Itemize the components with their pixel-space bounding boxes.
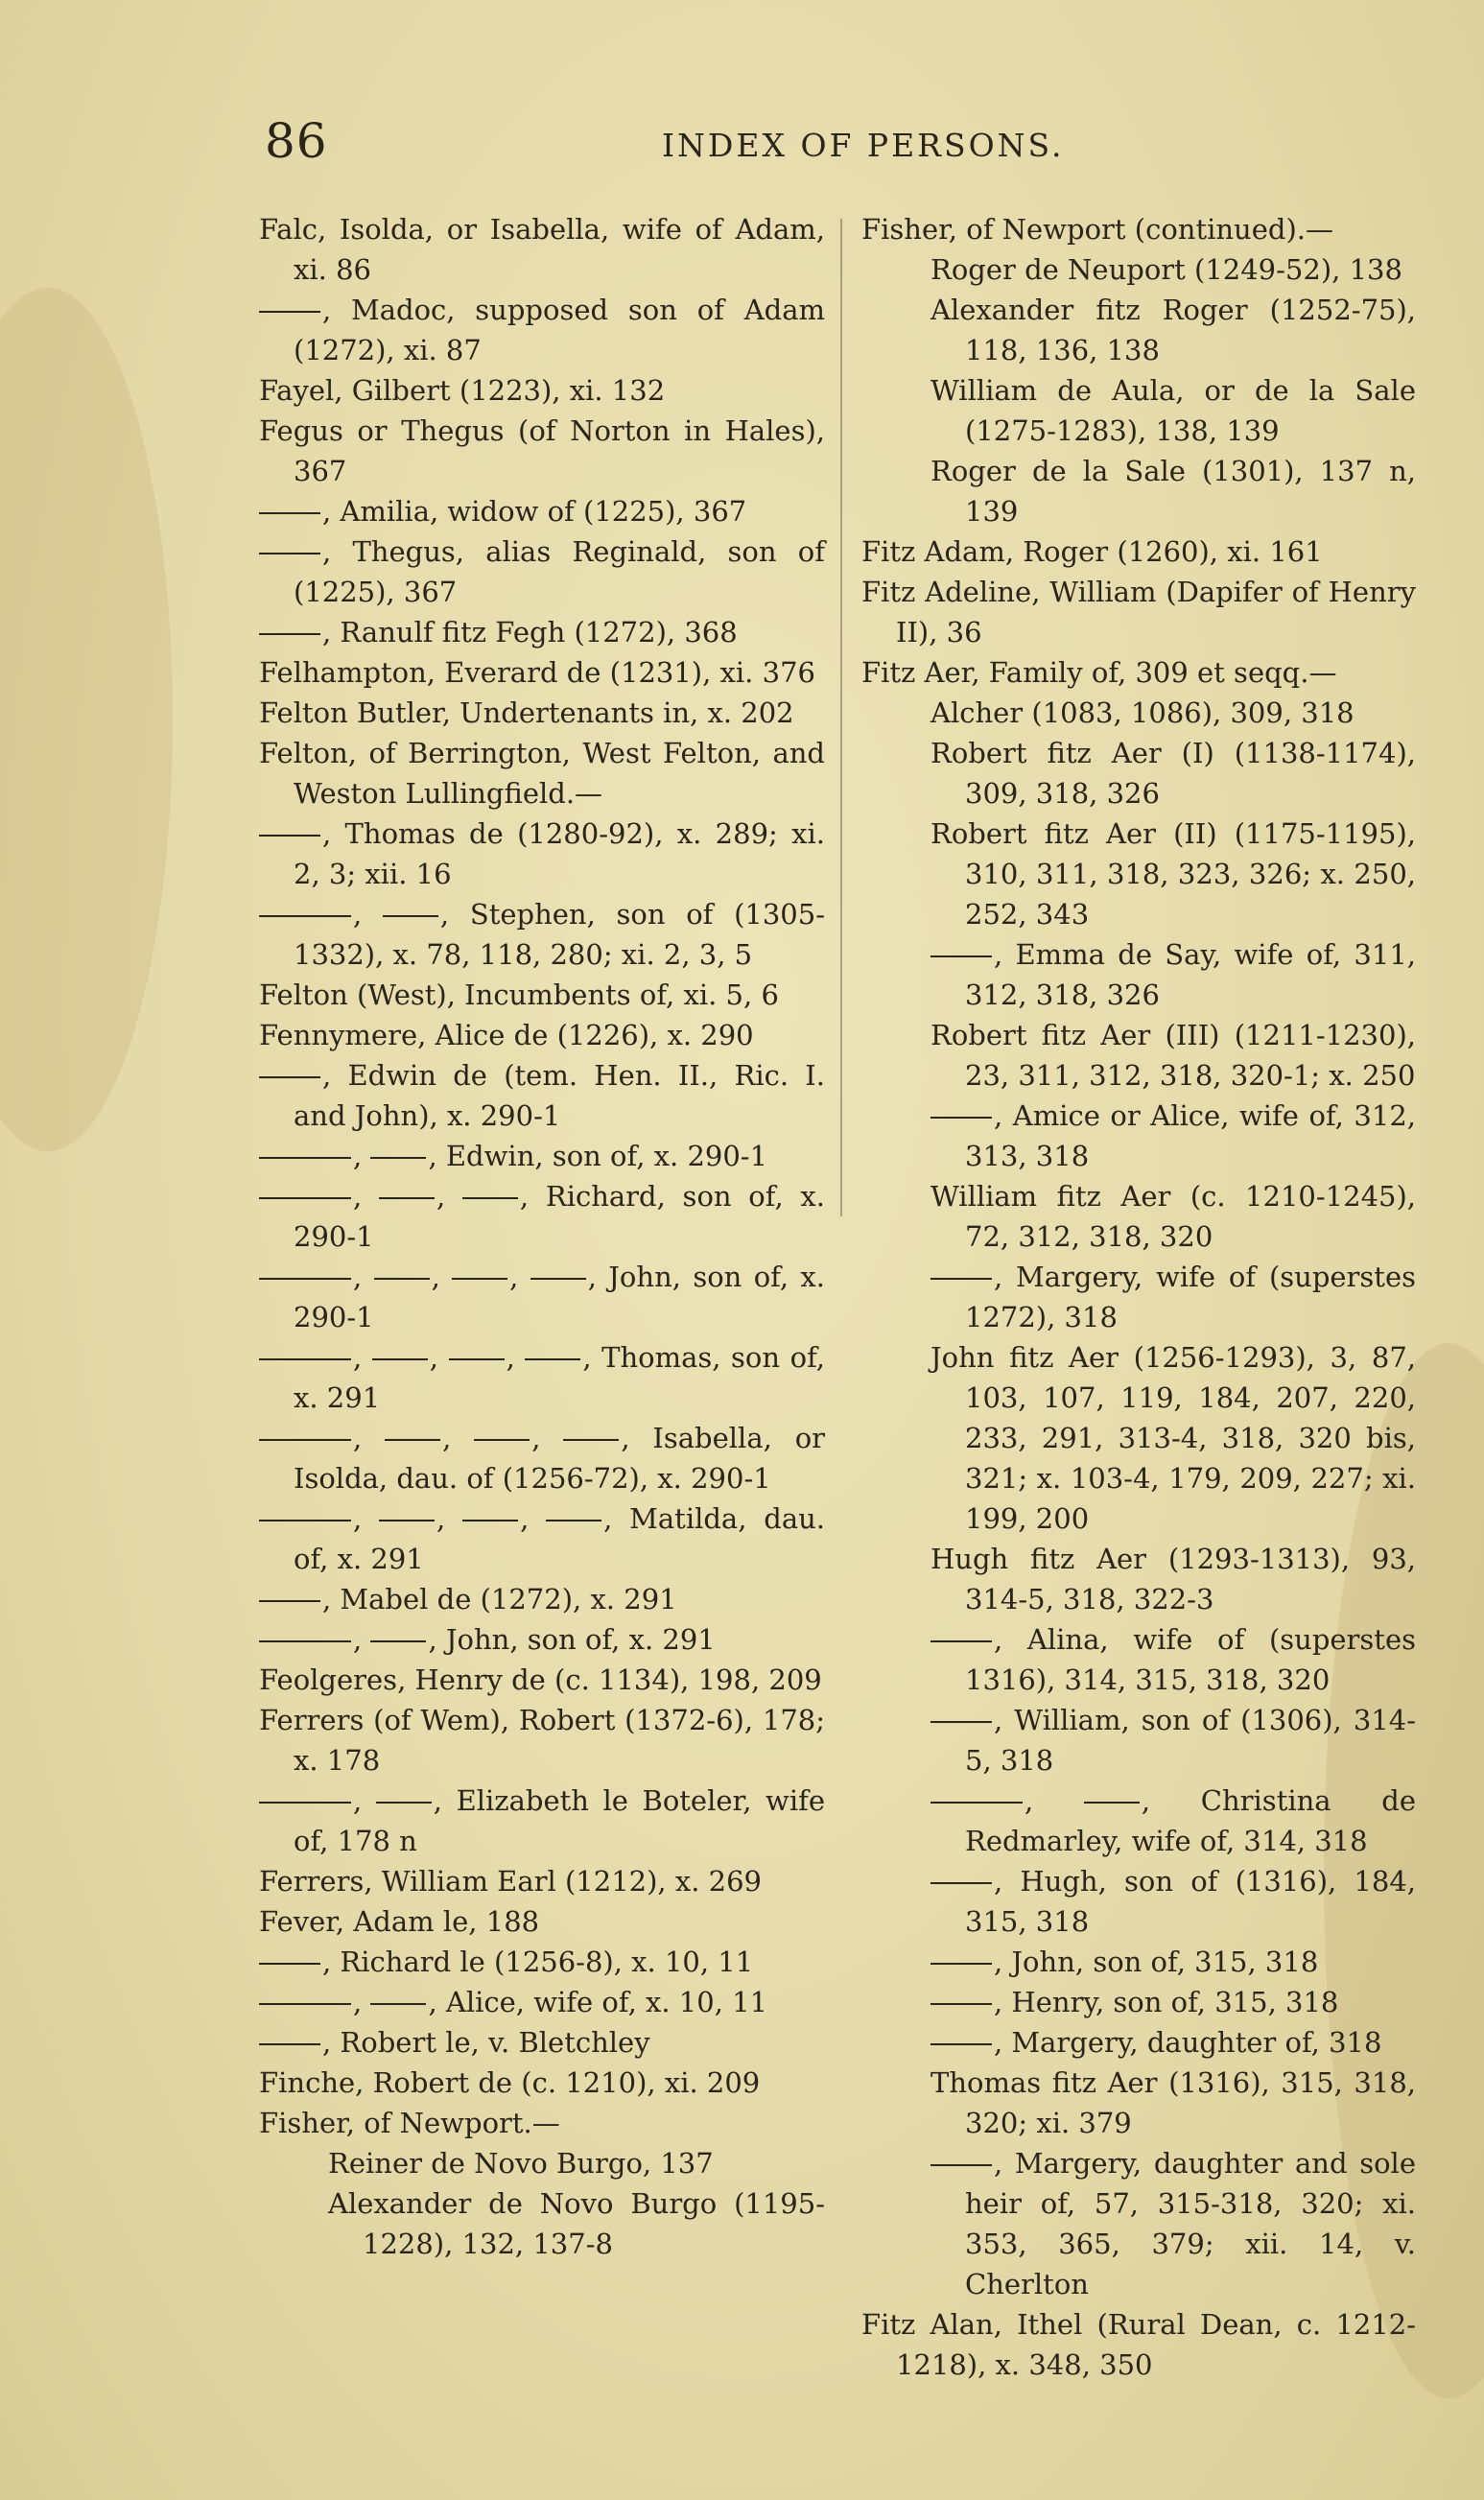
ditto-dash bbox=[930, 1278, 992, 1280]
running-title: INDEX OF PERSONS. bbox=[662, 127, 1065, 164]
index-entry-text: Feolgeres, Henry de (c. 1134), 198, 209 bbox=[259, 1663, 822, 1696]
index-entry-text: , John, son of, 315, 318 bbox=[994, 1946, 1319, 1978]
index-entry: , , , , Matilda, dau. of, x. 291 bbox=[259, 1498, 825, 1579]
index-entry bbox=[259, 1660, 825, 1700]
ditto-dash bbox=[930, 1640, 992, 1642]
index-entry-text: Hugh fitz Aer (1293-1313), 93, 314-5, 318, 322-3 bbox=[930, 1543, 1416, 1616]
index-entry: , , , , Isabella, or Isolda, dau. of (1256-72), x. 290-1 bbox=[259, 1418, 825, 1498]
index-entry bbox=[861, 1861, 1416, 1942]
index-entry bbox=[259, 1015, 825, 1055]
ditto-dash bbox=[259, 835, 320, 837]
index-entry bbox=[861, 451, 1416, 531]
index-entry-text: , Mabel de (1272), x. 291 bbox=[322, 1583, 677, 1616]
ditto-dash bbox=[376, 1802, 432, 1804]
ditto-dash bbox=[930, 1963, 992, 1965]
index-entry-text: Felton Butler, Undertenants in, x. 202 bbox=[259, 696, 794, 729]
index-entry bbox=[259, 1700, 825, 1781]
index-entry-text: Ferrers, William Earl (1212), x. 269 bbox=[259, 1865, 762, 1898]
index-entry bbox=[861, 209, 1416, 249]
ditto-dash bbox=[383, 915, 438, 917]
index-entry-text: Fegus or Thegus (of Norton in Hales), 367 bbox=[259, 414, 825, 487]
index-entry-text: Robert fitz Aer (II) (1175-1195), 310, 311, 318, 323, 326; x. 250, 252, 343 bbox=[930, 817, 1416, 931]
ditto-dash bbox=[930, 1721, 992, 1723]
index-entry-text: Fitz Aer, Family of, 309 et seqq.— bbox=[861, 656, 1337, 689]
ditto-dash bbox=[930, 1117, 992, 1119]
index-entry: , , Christina de Redmarley, wife of, 314, 318 bbox=[861, 1781, 1416, 1861]
index-entry bbox=[259, 2103, 825, 2143]
index-entry-text: Fayel, Gilbert (1223), xi. 132 bbox=[259, 374, 666, 407]
index-entry: , , Elizabeth le Boteler, wife of, 178 n bbox=[259, 1781, 825, 1861]
index-entry-text: , Ranulf fitz Fegh (1272), 368 bbox=[322, 616, 738, 649]
ditto-dash bbox=[462, 1520, 518, 1521]
index-entry-text: Felton (West), Incumbents of, xi. 5, 6 bbox=[259, 979, 779, 1011]
index-entry bbox=[259, 975, 825, 1015]
index-entry-text: Fennymere, Alice de (1226), x. 290 bbox=[259, 1019, 754, 1051]
ditto-dash bbox=[930, 2164, 992, 2166]
index-entry-text: , Matilda, dau. of, x. 291 bbox=[294, 1502, 826, 1575]
ditto-dash bbox=[370, 2003, 426, 2005]
index-entry bbox=[259, 531, 825, 612]
ditto-dash bbox=[930, 955, 992, 957]
ditto-dash bbox=[259, 1358, 351, 1360]
index-entry bbox=[861, 693, 1416, 733]
ditto-dash bbox=[370, 1157, 426, 1159]
index-entry-text: Fisher, of Newport.— bbox=[259, 2107, 560, 2139]
index-entry-text: Fever, Adam le, 188 bbox=[259, 1905, 540, 1938]
ditto-dash bbox=[930, 1882, 992, 1884]
index-entry-text: , Richard, son of, x. 290-1 bbox=[294, 1180, 825, 1253]
ditto-dash bbox=[1084, 1802, 1140, 1804]
index-entry bbox=[259, 290, 825, 370]
index-entry-text: , William, son of (1306), 314-5, 318 bbox=[965, 1704, 1416, 1777]
index-entry bbox=[861, 1176, 1416, 1257]
index-entry-text: Reiner de Novo Burgo, 137 bbox=[328, 2147, 714, 2180]
index-entry-text: Fisher, of Newport (continued).— bbox=[861, 213, 1333, 246]
index-entry bbox=[259, 652, 825, 693]
index-entry-text: , Edwin de (tem. Hen. II., Ric. I. and John), x. 290-1 bbox=[294, 1059, 825, 1132]
index-entry-text: , Margery, daughter and sole heir of, 57, 315-318, 320; xi. 353, 365, 379; xii. 14, v. Cherlton bbox=[965, 2147, 1416, 2300]
index-entry-text: , Margery, wife of (superstes 1272), 318 bbox=[965, 1261, 1416, 1333]
ditto-dash bbox=[259, 1963, 320, 1965]
index-entry bbox=[259, 411, 825, 491]
index-entry-text: , Robert le, v. Bletchley bbox=[322, 2026, 650, 2059]
index-entry bbox=[861, 652, 1416, 693]
ditto-dash bbox=[259, 311, 320, 313]
index-entry-text: William fitz Aer (c. 1210-1245), 72, 312, 318, 320 bbox=[930, 1180, 1416, 1253]
index-entry: , , John, son of, x. 291 bbox=[259, 1619, 825, 1660]
left-column bbox=[259, 209, 825, 2264]
index-entry-text: , Thomas de (1280-92), x. 289; xi. 2, 3; xii. 16 bbox=[294, 817, 825, 890]
index-entry bbox=[861, 2063, 1416, 2143]
index-entry bbox=[259, 1901, 825, 1942]
index-entry bbox=[861, 1982, 1416, 2022]
ditto-dash bbox=[930, 2003, 992, 2005]
index-entry-text: Alcher (1083, 1086), 309, 318 bbox=[930, 696, 1354, 729]
ditto-dash bbox=[452, 1278, 507, 1280]
ditto-dash bbox=[259, 553, 320, 554]
column-divider bbox=[840, 219, 842, 1216]
index-entry-text: Thomas fitz Aer (1316), 315, 318, 320; xi. 379 bbox=[930, 2066, 1416, 2139]
ditto-dash bbox=[474, 1439, 530, 1441]
index-entry bbox=[259, 1942, 825, 1982]
index-entry bbox=[259, 491, 825, 531]
index-entry-text: Roger de la Sale (1301), 137 n, 139 bbox=[930, 455, 1416, 528]
index-entry bbox=[861, 2143, 1416, 2304]
index-entry-text: , Margery, daughter of, 318 bbox=[994, 2026, 1382, 2059]
index-entry bbox=[861, 733, 1416, 814]
index-entry bbox=[259, 693, 825, 733]
ditto-dash bbox=[259, 2043, 320, 2045]
ditto-dash bbox=[259, 1439, 351, 1441]
index-entry-text: , John, son of, x. 291 bbox=[428, 1623, 716, 1656]
index-entry-text: Ferrers (of Wem), Robert (1372-6), 178; x. 178 bbox=[259, 1704, 825, 1777]
ditto-dash bbox=[370, 1640, 426, 1642]
paper-stain bbox=[0, 288, 173, 1151]
page-number: 86 bbox=[265, 113, 328, 169]
index-entry bbox=[861, 1257, 1416, 1337]
index-entry-text: , Richard le (1256-8), x. 10, 11 bbox=[322, 1946, 754, 1978]
ditto-dash bbox=[374, 1278, 430, 1280]
index-entry-text: Falc, Isolda, or Isabella, wife of Adam, xi. 86 bbox=[259, 213, 825, 286]
index-entry-text: Alexander de Novo Burgo (1195-1228), 132, 137-8 bbox=[328, 2187, 825, 2260]
ditto-dash bbox=[462, 1197, 518, 1199]
ditto-dash bbox=[259, 512, 320, 514]
ditto-dash bbox=[259, 1600, 320, 1602]
index-entry-text: Robert fitz Aer (I) (1138-1174), 309, 318, 326 bbox=[930, 737, 1416, 810]
index-entry-text: John fitz Aer (1256-1293), 3, 87, 103, 107, 119, 184, 207, 220, 233, 291, 313-4, 318, 320 bis, 321; x. 103-4, 179, 209, 227; xi. 199, 200 bbox=[930, 1341, 1416, 1535]
index-entry: , , , , John, son of, x. 290-1 bbox=[259, 1257, 825, 1337]
ditto-dash bbox=[546, 1520, 601, 1521]
index-entry bbox=[259, 814, 825, 894]
index-entry-text: , Emma de Say, wife of, 311, 312, 318, 326 bbox=[965, 938, 1416, 1011]
index-entry-text: Roger de Neuport (1249-52), 138 bbox=[930, 253, 1402, 286]
index-entry-text: , Christina de Redmarley, wife of, 314, 318 bbox=[965, 1784, 1416, 1857]
index-entry: , , Edwin, son of, x. 290-1 bbox=[259, 1136, 825, 1176]
index-entry bbox=[259, 2063, 825, 2103]
ditto-dash bbox=[259, 1640, 351, 1642]
index-entry bbox=[861, 1700, 1416, 1781]
index-entry-text: Fitz Alan, Ithel (Rural Dean, c. 1212-1218), x. 348, 350 bbox=[861, 2308, 1416, 2381]
index-entry bbox=[259, 1579, 825, 1619]
index-entry bbox=[861, 1337, 1416, 1539]
ditto-dash bbox=[372, 1358, 428, 1360]
index-entry: , , , Richard, son of, x. 290-1 bbox=[259, 1176, 825, 1257]
index-entry bbox=[861, 290, 1416, 370]
index-entry bbox=[259, 1861, 825, 1901]
index-entry-text: Finche, Robert de (c. 1210), xi. 209 bbox=[259, 2066, 761, 2099]
index-entry-text: William de Aula, or de la Sale (1275-1283), 138, 139 bbox=[930, 374, 1416, 447]
index-entry bbox=[259, 612, 825, 652]
ditto-dash bbox=[379, 1520, 435, 1521]
index-entry: , , Stephen, son of (1305-1332), x. 78, 118, 280; xi. 2, 3, 5 bbox=[259, 894, 825, 975]
index-entry bbox=[861, 370, 1416, 451]
index-entry bbox=[259, 733, 825, 814]
index-entry-text: Felhampton, Everard de (1231), xi. 376 bbox=[259, 656, 815, 689]
index-entry bbox=[861, 1096, 1416, 1176]
index-entry bbox=[861, 1015, 1416, 1096]
right-column bbox=[861, 209, 1416, 2385]
index-entry bbox=[259, 2022, 825, 2063]
ditto-dash bbox=[259, 1520, 351, 1521]
index-entry-text: Robert fitz Aer (III) (1211-1230), 23, 311, 312, 318, 320-1; x. 250 bbox=[930, 1019, 1416, 1092]
index-entry bbox=[259, 1055, 825, 1136]
ditto-dash bbox=[379, 1197, 435, 1199]
index-entry-text: , Amilia, widow of (1225), 367 bbox=[322, 495, 747, 528]
index-entry-text: , Thomas, son of, x. 291 bbox=[294, 1341, 826, 1414]
index-entry bbox=[861, 814, 1416, 934]
ditto-dash bbox=[930, 1802, 1023, 1804]
index-entry-text: Fitz Adeline, William (Dapifer of Henry II), 36 bbox=[861, 576, 1416, 649]
index-entry-text: , Isabella, or Isolda, dau. of (1256-72), x. 290-1 bbox=[294, 1422, 826, 1495]
ditto-dash bbox=[259, 1157, 351, 1159]
index-entry bbox=[861, 2304, 1416, 2385]
ditto-dash bbox=[563, 1439, 619, 1441]
ditto-dash bbox=[530, 1278, 586, 1280]
index-entry bbox=[861, 572, 1416, 652]
index-entry-text: , John, son of, x. 290-1 bbox=[294, 1261, 826, 1333]
index-entry: , , , , Thomas, son of, x. 291 bbox=[259, 1337, 825, 1418]
index-entry-text: , Alina, wife of (superstes 1316), 314, 315, 318, 320 bbox=[965, 1623, 1416, 1696]
ditto-dash bbox=[259, 1802, 351, 1804]
index-entry-text: , Stephen, son of (1305-1332), x. 78, 118, 280; xi. 2, 3, 5 bbox=[294, 898, 826, 971]
ditto-dash bbox=[385, 1439, 440, 1441]
index-entry-text: , Thegus, alias Reginald, son of (1225), 367 bbox=[294, 535, 825, 608]
ditto-dash bbox=[259, 1076, 320, 1078]
ditto-dash bbox=[449, 1358, 505, 1360]
index-entry: , , Alice, wife of, x. 10, 11 bbox=[259, 1982, 825, 2022]
index-entry-text: , Amice or Alice, wife of, 312, 313, 318 bbox=[965, 1099, 1416, 1172]
index-entry bbox=[861, 1619, 1416, 1700]
page-header bbox=[0, 113, 1484, 180]
index-entry-text: Felton, of Berrington, West Felton, and Weston Lullingfield.— bbox=[259, 737, 825, 810]
ditto-dash bbox=[259, 1278, 351, 1280]
index-entry-text: , Hugh, son of (1316), 184, 315, 318 bbox=[965, 1865, 1416, 1938]
ditto-dash bbox=[259, 633, 320, 635]
index-entry bbox=[861, 249, 1416, 290]
ditto-dash bbox=[259, 1197, 351, 1199]
ditto-dash bbox=[259, 2003, 351, 2005]
index-entry bbox=[259, 370, 825, 411]
index-entry bbox=[861, 934, 1416, 1015]
ditto-dash bbox=[259, 915, 351, 917]
index-entry-text: Alexander fitz Roger (1252-75), 118, 136, 138 bbox=[930, 294, 1416, 366]
index-entry bbox=[861, 1942, 1416, 1982]
index-entry-text: , Madoc, supposed son of Adam (1272), xi. 87 bbox=[294, 294, 825, 366]
ditto-dash bbox=[525, 1358, 580, 1360]
index-entry-text: , Edwin, son of, x. 290-1 bbox=[428, 1140, 768, 1172]
index-entry-text: Fitz Adam, Roger (1260), xi. 161 bbox=[861, 535, 1323, 568]
index-entry bbox=[259, 209, 825, 290]
index-entry bbox=[861, 2022, 1416, 2063]
index-entry bbox=[259, 2143, 825, 2183]
index-entry bbox=[861, 531, 1416, 572]
index-entry-text: , Alice, wife of, x. 10, 11 bbox=[428, 1986, 768, 2018]
index-entry bbox=[259, 2183, 825, 2264]
index-entry-text: , Elizabeth le Boteler, wife of, 178 n bbox=[294, 1784, 825, 1857]
ditto-dash bbox=[930, 2043, 992, 2045]
index-entry bbox=[861, 1539, 1416, 1619]
index-entry-text: , Henry, son of, 315, 318 bbox=[994, 1986, 1339, 2018]
